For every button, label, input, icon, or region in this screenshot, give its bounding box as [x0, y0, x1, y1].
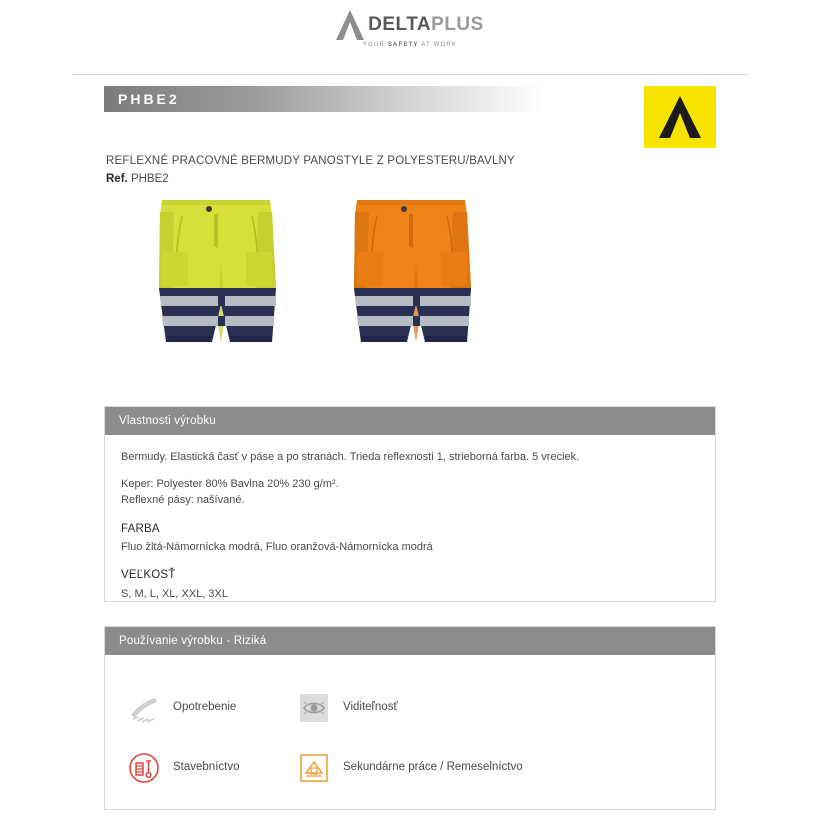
- features-paragraph-2: [121, 476, 699, 509]
- risk-item-construction: [127, 751, 297, 785]
- brand-logo: [0, 10, 820, 66]
- features-panel-heading: Vlastnosti výrobku: [105, 407, 715, 435]
- visibility-eye-icon: [297, 691, 331, 725]
- risk-label-construction: Stavebníctvo: [173, 761, 240, 774]
- delta-triangle-badge-icon: [644, 86, 716, 148]
- risk-item-visibility: [297, 691, 699, 725]
- size-value: S, M, L, XL, XXL, 3XL: [121, 587, 228, 600]
- features-bands-line: Reflexné pásy: našívané.: [121, 494, 245, 506]
- abrasion-icon: [127, 691, 161, 725]
- color-label: FARBA: [121, 522, 160, 535]
- usage-panel-heading: Používanie výrobku - Riziká: [105, 627, 715, 655]
- risk-label-visibility: Viditeľnosť: [343, 701, 398, 714]
- delta-triangle-icon: [336, 10, 364, 40]
- features-fabric-line: Keper: Polyester 80% Bavlna 20% 230 g/m².: [121, 477, 339, 490]
- brand-name-plus: PLUS: [431, 14, 484, 35]
- product-description: REFLEXNÉ PRACOVNÉ BERMUDY PANOSTYLE Z POLYESTERU/BAVLNY: [106, 155, 515, 167]
- product-code-title: PHBE2: [118, 91, 180, 107]
- tagline-bold: SAFETY: [387, 42, 419, 48]
- risk-label-secondary-work: Sekundárne práce / Remeselníctvo: [343, 761, 523, 774]
- size-label: VEĽKOSŤ: [121, 569, 176, 582]
- product-image-gallery: [106, 192, 526, 372]
- features-paragraph-1: Bermudy. Elastická časť v páse a po stranách. Trieda reflexnosti 1, strieborná farba. 5 vreciek.: [121, 451, 580, 463]
- usage-panel-body: [105, 655, 715, 803]
- tagline-post: AT WORK: [418, 42, 458, 48]
- brand-name-main: DELTA: [368, 14, 432, 35]
- risk-icon-grid: [121, 669, 699, 785]
- risk-item-secondary-work: [297, 751, 699, 785]
- yellow-navy-bermuda-shorts: [126, 192, 306, 372]
- brand-wordmark: [368, 14, 484, 36]
- risk-item-abrasion: [127, 691, 297, 725]
- product-reference: [106, 173, 169, 185]
- secondary-work-craft-icon: [297, 751, 331, 785]
- tagline-pre: YOUR: [362, 42, 388, 48]
- color-value: Fluo žltá-Námornícka modrá, Fluo oranžová-Námornícka modrá: [121, 540, 433, 553]
- features-panel: [104, 406, 716, 602]
- product-reference-value: PHBE2: [130, 173, 169, 185]
- header-divider: [72, 74, 748, 75]
- features-panel-body: [105, 435, 715, 620]
- product-title-band: [104, 86, 544, 112]
- product-reference-label: Ref.: [106, 173, 128, 185]
- risk-label-abrasion: Opotrebenie: [173, 701, 237, 714]
- brand-tagline: [363, 42, 457, 48]
- construction-icon: [127, 751, 161, 785]
- usage-risks-panel: [104, 626, 716, 810]
- orange-navy-bermuda-shorts: [321, 192, 501, 372]
